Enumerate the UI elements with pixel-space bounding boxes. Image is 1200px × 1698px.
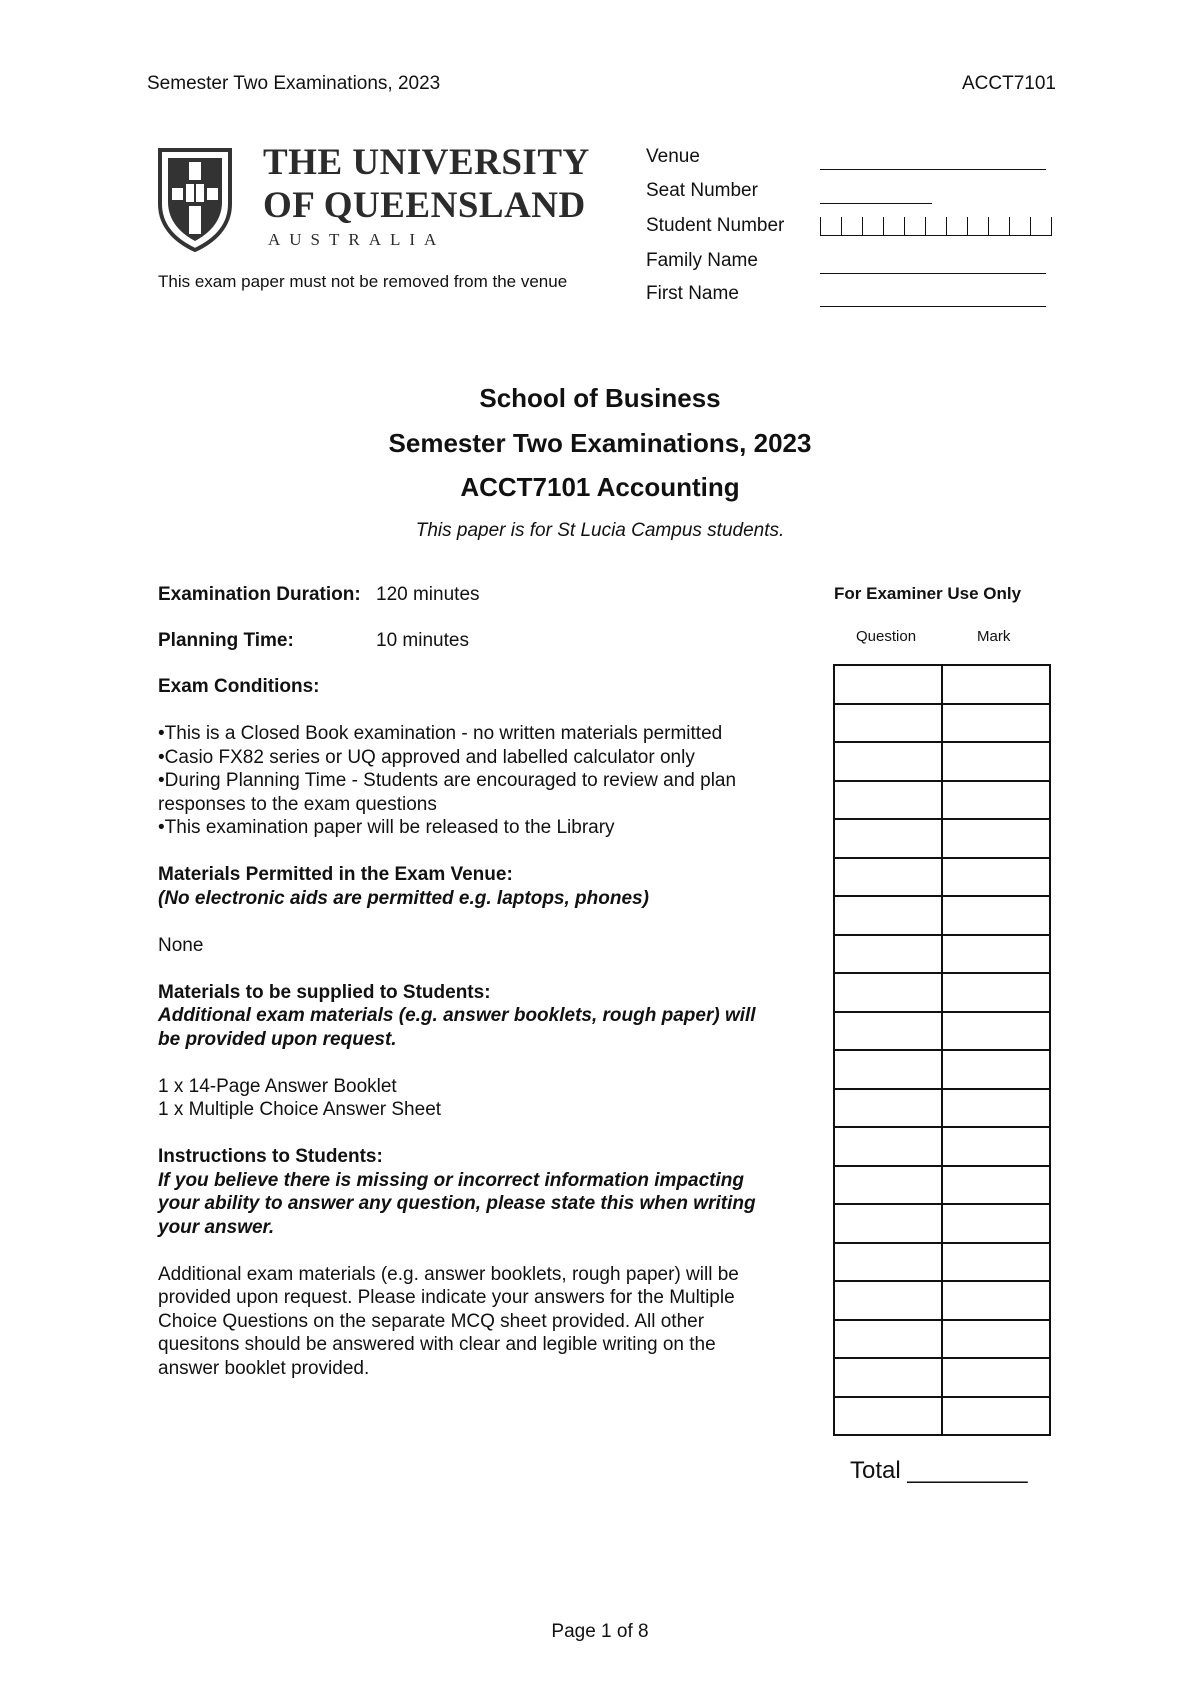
planning-value: 10 minutes (376, 630, 469, 651)
instructions-note: your answer. (158, 1216, 275, 1238)
mark-cell[interactable] (942, 1358, 1050, 1397)
family-name-label: Family Name (646, 250, 758, 271)
marks-row (834, 1050, 1050, 1089)
condition-item: •During Planning Time - Students are encouraged to review and plan (158, 770, 737, 791)
family-name-line[interactable] (820, 273, 1046, 274)
marks-row (834, 1012, 1050, 1051)
page-footer: Page 1 of 8 (551, 1621, 649, 1642)
mark-cell[interactable] (942, 742, 1050, 781)
materials-supplied-item: 1 x 14-Page Answer Booklet (158, 1075, 397, 1097)
conditions-heading: Exam Conditions: (158, 676, 320, 697)
instructions-note: your ability to answer any question, please state this when writing (158, 1193, 756, 1214)
question-cell[interactable] (834, 1204, 942, 1243)
materials-permitted-heading: Materials Permitted in the Exam Venue: (158, 864, 513, 885)
marks-row (834, 1358, 1050, 1397)
seat-number-field[interactable] (646, 180, 1046, 210)
materials-supplied-heading: Materials to be supplied to Students: (158, 981, 491, 1003)
instructions-body: provided upon request. Please indicate your answers for the Multiple (158, 1287, 735, 1308)
instructions-note: If you believe there is missing or incorrect information impacting (158, 1169, 744, 1191)
question-cell[interactable] (834, 1050, 942, 1089)
marks-row (834, 935, 1050, 974)
mark-cell[interactable] (942, 1281, 1050, 1320)
instructions-heading: Instructions to Students: (158, 1146, 383, 1167)
removal-notice: This exam paper must not be removed from the venue (158, 272, 568, 291)
planning-label: Planning Time: (158, 630, 294, 651)
instructions-body: answer booklet provided. (158, 1357, 370, 1379)
question-cell[interactable] (834, 704, 942, 743)
mark-cell[interactable] (942, 1166, 1050, 1205)
materials-permitted-note: (No electronic aids are permitted e.g. laptops, phones) (158, 887, 649, 909)
marks-row (834, 1320, 1050, 1359)
logo-line-3: AUSTRALIA (268, 230, 446, 249)
student-number-field[interactable] (646, 215, 1046, 245)
first-name-line[interactable] (820, 306, 1046, 307)
mark-cell[interactable] (942, 896, 1050, 935)
materials-supplied-note: be provided upon request. (158, 1028, 397, 1050)
seat-number-line[interactable] (820, 203, 932, 204)
marks-row (834, 704, 1050, 743)
question-cell[interactable] (834, 896, 942, 935)
student-number-boxes[interactable] (820, 217, 1052, 236)
condition-item: •This is a Closed Book examination - no written materials permitted (158, 723, 723, 744)
digit-box[interactable] (862, 217, 883, 236)
venue-line[interactable] (820, 169, 1046, 170)
mark-cell[interactable] (942, 1050, 1050, 1089)
question-cell[interactable] (834, 742, 942, 781)
course-title: ACCT7101 Accounting (460, 472, 740, 502)
logo-line-2: OF QUEENSLAND (263, 185, 586, 226)
digit-box[interactable] (820, 217, 841, 236)
question-cell[interactable] (834, 1320, 942, 1359)
mark-cell[interactable] (942, 819, 1050, 858)
mark-cell[interactable] (942, 1243, 1050, 1282)
question-cell[interactable] (834, 1243, 942, 1282)
question-cell[interactable] (834, 1012, 942, 1051)
venue-field[interactable] (646, 146, 1046, 176)
instructions-body: quesitons should be answered with clear and legible writing on the (158, 1334, 716, 1355)
condition-item: •Casio FX82 series or UQ approved and labelled calculator only (158, 746, 695, 768)
digit-box[interactable] (883, 217, 904, 236)
seat-number-label: Seat Number (646, 180, 758, 201)
question-cell[interactable] (834, 1166, 942, 1205)
mark-cell[interactable] (942, 1089, 1050, 1128)
duration-value: 120 minutes (376, 584, 480, 605)
venue-label: Venue (646, 146, 700, 167)
mark-cell[interactable] (942, 1127, 1050, 1166)
question-cell[interactable] (834, 1358, 942, 1397)
question-cell[interactable] (834, 781, 942, 820)
marks-row (834, 1281, 1050, 1320)
mark-cell[interactable] (942, 935, 1050, 974)
condition-item: responses to the exam questions (158, 793, 437, 815)
marks-row (834, 1127, 1050, 1166)
marks-row (834, 1397, 1050, 1436)
question-cell[interactable] (834, 1281, 942, 1320)
marks-row (834, 742, 1050, 781)
mark-cell[interactable] (942, 1397, 1050, 1436)
family-name-field[interactable] (646, 250, 1046, 280)
digit-box[interactable] (841, 217, 862, 236)
instructions-body: Choice Questions on the separate MCQ sheet provided. All other (158, 1310, 705, 1332)
student-number-label: Student Number (646, 215, 785, 236)
marks-row (834, 1204, 1050, 1243)
materials-permitted-value: None (158, 934, 204, 956)
mark-cell[interactable] (942, 704, 1050, 743)
school-title: School of Business (479, 383, 721, 413)
mark-cell[interactable] (942, 665, 1050, 704)
question-cell[interactable] (834, 665, 942, 704)
mark-cell[interactable] (942, 973, 1050, 1012)
question-cell[interactable] (834, 935, 942, 974)
running-header-right: ACCT7101 (962, 73, 1056, 94)
question-cell[interactable] (834, 819, 942, 858)
total-field[interactable]: Total _________ (850, 1457, 1028, 1484)
marks-row (834, 665, 1050, 704)
col-mark-label: Mark (977, 628, 1011, 645)
marks-row (834, 1089, 1050, 1128)
digit-box[interactable] (1009, 217, 1030, 236)
digit-box[interactable] (904, 217, 925, 236)
mark-cell[interactable] (942, 1320, 1050, 1359)
exam-details (158, 675, 818, 1380)
question-cell[interactable] (834, 1089, 942, 1128)
question-cell[interactable] (834, 1127, 942, 1166)
condition-item: •This examination paper will be released to the Library (158, 817, 615, 838)
question-cell[interactable] (834, 1397, 942, 1436)
question-cell[interactable] (834, 973, 942, 1012)
instructions-body: Additional exam materials (e.g. answer booklets, rough paper) will be (158, 1263, 739, 1285)
logo-line-1: THE UNIVERSITY (263, 142, 590, 183)
digit-box[interactable] (988, 217, 1009, 236)
question-cell[interactable] (834, 858, 942, 897)
first-name-label: First Name (646, 283, 739, 304)
marks-row (834, 1243, 1050, 1282)
marks-row (834, 819, 1050, 858)
campus-note: This paper is for St Lucia Campus students. (415, 520, 785, 541)
materials-supplied-note: Additional exam materials (e.g. answer booklets, rough paper) will (158, 1005, 756, 1026)
marks-row (834, 973, 1050, 1012)
marks-row (834, 896, 1050, 935)
mark-cell[interactable] (942, 1204, 1050, 1243)
first-name-field[interactable] (646, 283, 1046, 313)
examiner-marks-table (833, 664, 1051, 1436)
examiner-title: For Examiner Use Only (834, 584, 1022, 603)
exam-title: Semester Two Examinations, 2023 (388, 428, 812, 458)
digit-box[interactable] (946, 217, 967, 236)
mark-cell[interactable] (942, 858, 1050, 897)
digit-box[interactable] (967, 217, 988, 236)
marks-row (834, 781, 1050, 820)
materials-supplied-item: 1 x Multiple Choice Answer Sheet (158, 1099, 442, 1120)
duration-label: Examination Duration: (158, 584, 361, 605)
col-question-label: Question (856, 628, 917, 645)
mark-cell[interactable] (942, 781, 1050, 820)
digit-box[interactable] (925, 217, 946, 236)
marks-row (834, 858, 1050, 897)
digit-box[interactable] (1030, 217, 1052, 236)
mark-cell[interactable] (942, 1012, 1050, 1051)
running-header-left: Semester Two Examinations, 2023 (147, 73, 441, 94)
marks-row (834, 1166, 1050, 1205)
uq-crest-icon (156, 146, 234, 252)
